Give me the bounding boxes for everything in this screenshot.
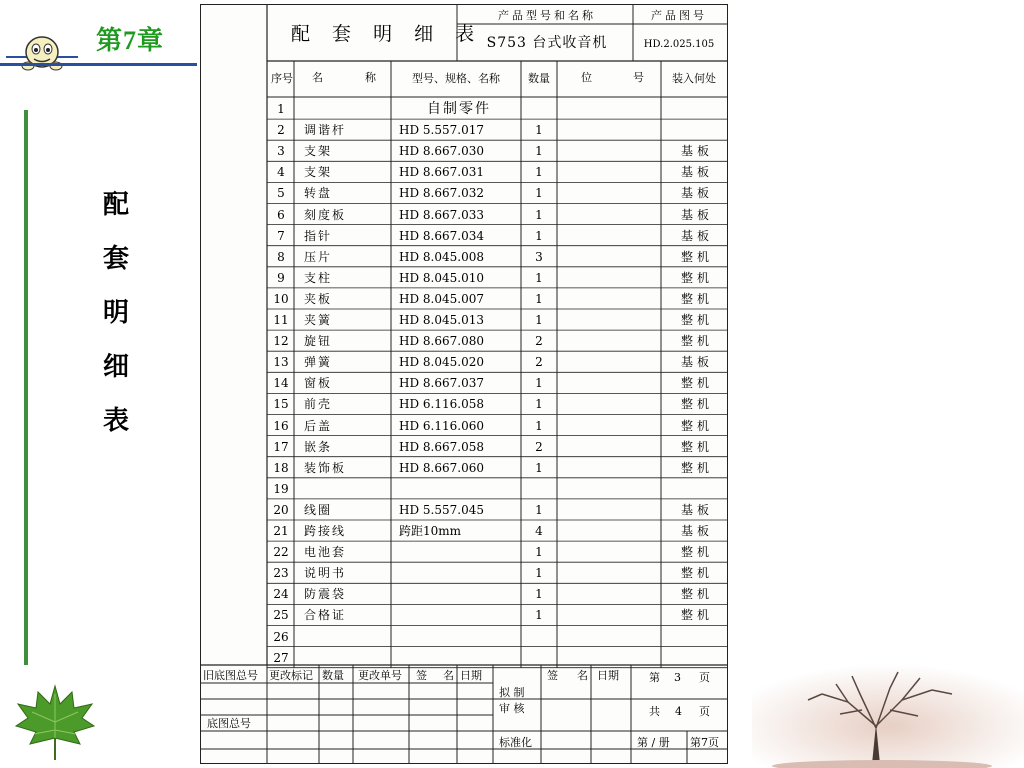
install-location: 整机 (681, 439, 714, 454)
maple-leaf-icon (10, 682, 100, 762)
part-name: 支架 (304, 165, 333, 180)
col-header-pos-1: 位 (581, 71, 592, 84)
row-number: 23 (273, 566, 289, 581)
standardize-label: 标准化 (499, 736, 532, 749)
part-name: 线圈 (304, 502, 333, 517)
old-drawing-total-label: 旧底图总号 (203, 669, 258, 682)
side-title-char: 细 (102, 352, 129, 382)
part-model: HD 8.667.080 (399, 334, 484, 349)
document-title: 配 套 明 细 表 (291, 23, 483, 45)
parts-list-document (200, 4, 728, 764)
tree-icon (752, 664, 1024, 768)
part-model: HD 8.045.013 (399, 313, 484, 327)
part-quantity: 1 (535, 207, 543, 222)
install-location: 整机 (681, 397, 714, 412)
part-name: 压片 (304, 249, 333, 264)
total-unit: 页 (699, 705, 710, 718)
part-quantity: 1 (535, 144, 543, 159)
part-model: HD 8.667.037 (399, 376, 484, 391)
part-model: HD 8.667.034 (399, 228, 484, 243)
sign-header-2: 签 (547, 669, 558, 682)
part-model: HD 8.667.031 (399, 165, 484, 180)
install-location: 基板 (681, 186, 714, 201)
drawing-number-value: HD.2.025.105 (643, 39, 715, 50)
col-header-no: 序号 (271, 72, 293, 85)
part-model: HD 8.045.008 (399, 249, 484, 264)
part-model: HD 8.045.007 (399, 291, 484, 306)
install-location: 基板 (681, 355, 714, 370)
install-location: 整机 (681, 334, 714, 349)
chapter-title: 第7章 (96, 26, 165, 55)
col-header-qty: 数量 (528, 72, 550, 85)
part-name: 前壳 (304, 397, 333, 412)
part-model: HD 6.116.058 (399, 397, 484, 412)
row-number: 19 (273, 481, 289, 496)
install-location: 整机 (681, 249, 714, 264)
part-quantity: 4 (535, 524, 543, 538)
side-title (96, 178, 136, 448)
page-unit: 页 (699, 671, 710, 684)
part-quantity: 1 (535, 502, 543, 517)
footer-qty-header: 数量 (322, 669, 344, 682)
product-name-label: 产品型号和名称 (498, 9, 596, 22)
part-name: 说明书 (304, 566, 347, 581)
change-number-header: 更改单号 (358, 669, 402, 682)
part-name: 电池套 (304, 545, 347, 560)
part-name: 后盖 (304, 418, 333, 433)
part-model: HD 5.557.017 (399, 123, 484, 138)
part-name: 装饰板 (304, 460, 347, 475)
part-quantity: 1 (535, 228, 543, 243)
side-title-char: 配 (102, 190, 129, 220)
part-model: HD 8.045.020 (399, 355, 484, 370)
part-model: 自制零件 (427, 101, 491, 117)
install-location: 整机 (681, 587, 714, 602)
row-number: 22 (273, 545, 289, 560)
install-location: 基板 (681, 144, 714, 159)
header-divider (0, 63, 197, 66)
part-quantity: 1 (535, 545, 543, 560)
col-header-model: 型号、规格、名称 (412, 72, 500, 85)
part-name: 调谐杆 (304, 123, 347, 138)
install-location: 整机 (681, 608, 714, 623)
row-number: 16 (273, 418, 289, 433)
col-header-pos-2: 号 (633, 71, 644, 84)
part-name: 嵌条 (304, 439, 333, 454)
part-model: HD 8.667.030 (399, 144, 484, 159)
row-number: 25 (273, 608, 289, 623)
part-name: 支架 (304, 144, 333, 159)
install-location: 整机 (681, 313, 714, 327)
part-name: 旋钮 (304, 334, 333, 349)
part-model: HD 8.667.060 (399, 460, 484, 475)
base-drawing-total-label: 底图总号 (207, 717, 251, 730)
install-location: 整机 (681, 291, 714, 306)
row-number: 13 (273, 355, 289, 370)
name-header-2: 名 (577, 669, 588, 682)
col-header-name-2: 称 (365, 71, 376, 84)
row-number: 20 (273, 502, 289, 517)
install-location: 整机 (681, 566, 714, 581)
row-number: 8 (277, 249, 285, 264)
part-quantity: 1 (535, 376, 543, 391)
install-location: 基板 (681, 165, 714, 180)
col-header-location: 装入何处 (672, 72, 716, 85)
part-name: 指针 (304, 228, 333, 243)
part-name: 窗板 (304, 376, 333, 391)
part-quantity: 1 (535, 313, 543, 327)
part-quantity: 1 (535, 165, 543, 180)
part-name: 转盘 (304, 186, 333, 201)
part-quantity: 1 (535, 587, 543, 602)
row-number: 14 (273, 376, 289, 391)
part-model: 跨距10mm (399, 524, 462, 538)
volume-label: 第 / 册 (637, 736, 670, 749)
drawing-number-label: 产品图号 (651, 9, 707, 22)
side-title-char: 明 (102, 298, 129, 328)
cartoon-face-icon (6, 34, 78, 74)
side-title-char: 套 (102, 244, 129, 274)
install-location: 基板 (681, 228, 714, 243)
part-quantity: 2 (535, 334, 543, 349)
install-location: 基板 (681, 207, 714, 222)
row-number: 18 (273, 460, 289, 475)
part-quantity: 1 (535, 418, 543, 433)
part-model: HD 8.667.058 (399, 439, 484, 454)
row-number: 6 (277, 207, 285, 222)
name-header: 名 (443, 669, 454, 682)
install-location: 整机 (681, 270, 714, 285)
install-location: 整机 (681, 418, 714, 433)
row-number: 24 (273, 587, 289, 602)
row-number: 1 (277, 102, 285, 116)
part-model: HD 8.667.033 (399, 207, 484, 222)
install-location: 整机 (681, 376, 714, 391)
draft-label: 拟 制 (499, 686, 525, 699)
side-title-char: 表 (102, 406, 129, 436)
product-name-value: S753 台式收音机 (486, 35, 608, 51)
part-quantity: 1 (535, 397, 543, 412)
part-name: 刻度板 (304, 207, 347, 222)
part-model: HD 8.667.032 (399, 186, 484, 201)
part-quantity: 1 (535, 608, 543, 623)
row-number: 4 (277, 165, 285, 180)
row-number: 27 (273, 650, 289, 665)
row-number: 10 (273, 291, 289, 306)
row-number: 15 (273, 397, 289, 412)
row-number: 26 (273, 629, 289, 644)
row-number: 3 (277, 144, 285, 159)
row-number: 7 (277, 228, 285, 243)
part-model: HD 6.116.060 (399, 418, 484, 433)
part-quantity: 3 (535, 249, 543, 264)
row-number: 17 (273, 439, 289, 454)
part-quantity: 1 (535, 291, 543, 306)
page-label: 第 (649, 671, 660, 684)
install-location: 整机 (681, 545, 714, 560)
part-name: 夹板 (304, 291, 333, 306)
part-quantity: 1 (535, 566, 543, 581)
date-header: 日期 (460, 669, 482, 682)
part-name: 跨接线 (304, 524, 347, 538)
sign-header: 签 (416, 669, 427, 682)
part-quantity: 1 (535, 270, 543, 285)
part-name: 弹簧 (304, 355, 333, 370)
part-name: 支柱 (304, 270, 333, 285)
row-number: 21 (273, 524, 289, 538)
install-location: 整机 (681, 460, 714, 475)
part-name: 合格证 (304, 608, 347, 623)
row-number: 5 (277, 186, 285, 201)
total-label: 共 (649, 705, 660, 718)
install-location: 基板 (681, 524, 714, 538)
col-header-name-1: 名 (312, 71, 323, 84)
part-quantity: 2 (535, 355, 543, 370)
part-model: HD 5.557.045 (399, 502, 484, 517)
date-header-2: 日期 (597, 669, 619, 682)
total-pages: 4 (675, 705, 682, 718)
part-quantity: 2 (535, 439, 543, 454)
part-name: 防震袋 (304, 587, 347, 602)
part-name: 夹簧 (304, 313, 333, 327)
change-mark-header: 更改标记 (269, 669, 313, 682)
side-divider (24, 110, 28, 665)
review-label: 审 核 (499, 702, 525, 715)
part-model: HD 8.045.010 (399, 270, 484, 285)
page-number: 3 (674, 671, 681, 684)
part-quantity: 1 (535, 460, 543, 475)
part-quantity: 1 (535, 186, 543, 201)
row-number: 11 (273, 313, 289, 327)
volume-page: 第7页 (690, 736, 719, 749)
install-location: 基板 (681, 502, 714, 517)
row-number: 12 (273, 334, 289, 349)
row-number: 2 (277, 123, 285, 138)
row-number: 9 (277, 270, 285, 285)
part-quantity: 1 (535, 123, 543, 138)
